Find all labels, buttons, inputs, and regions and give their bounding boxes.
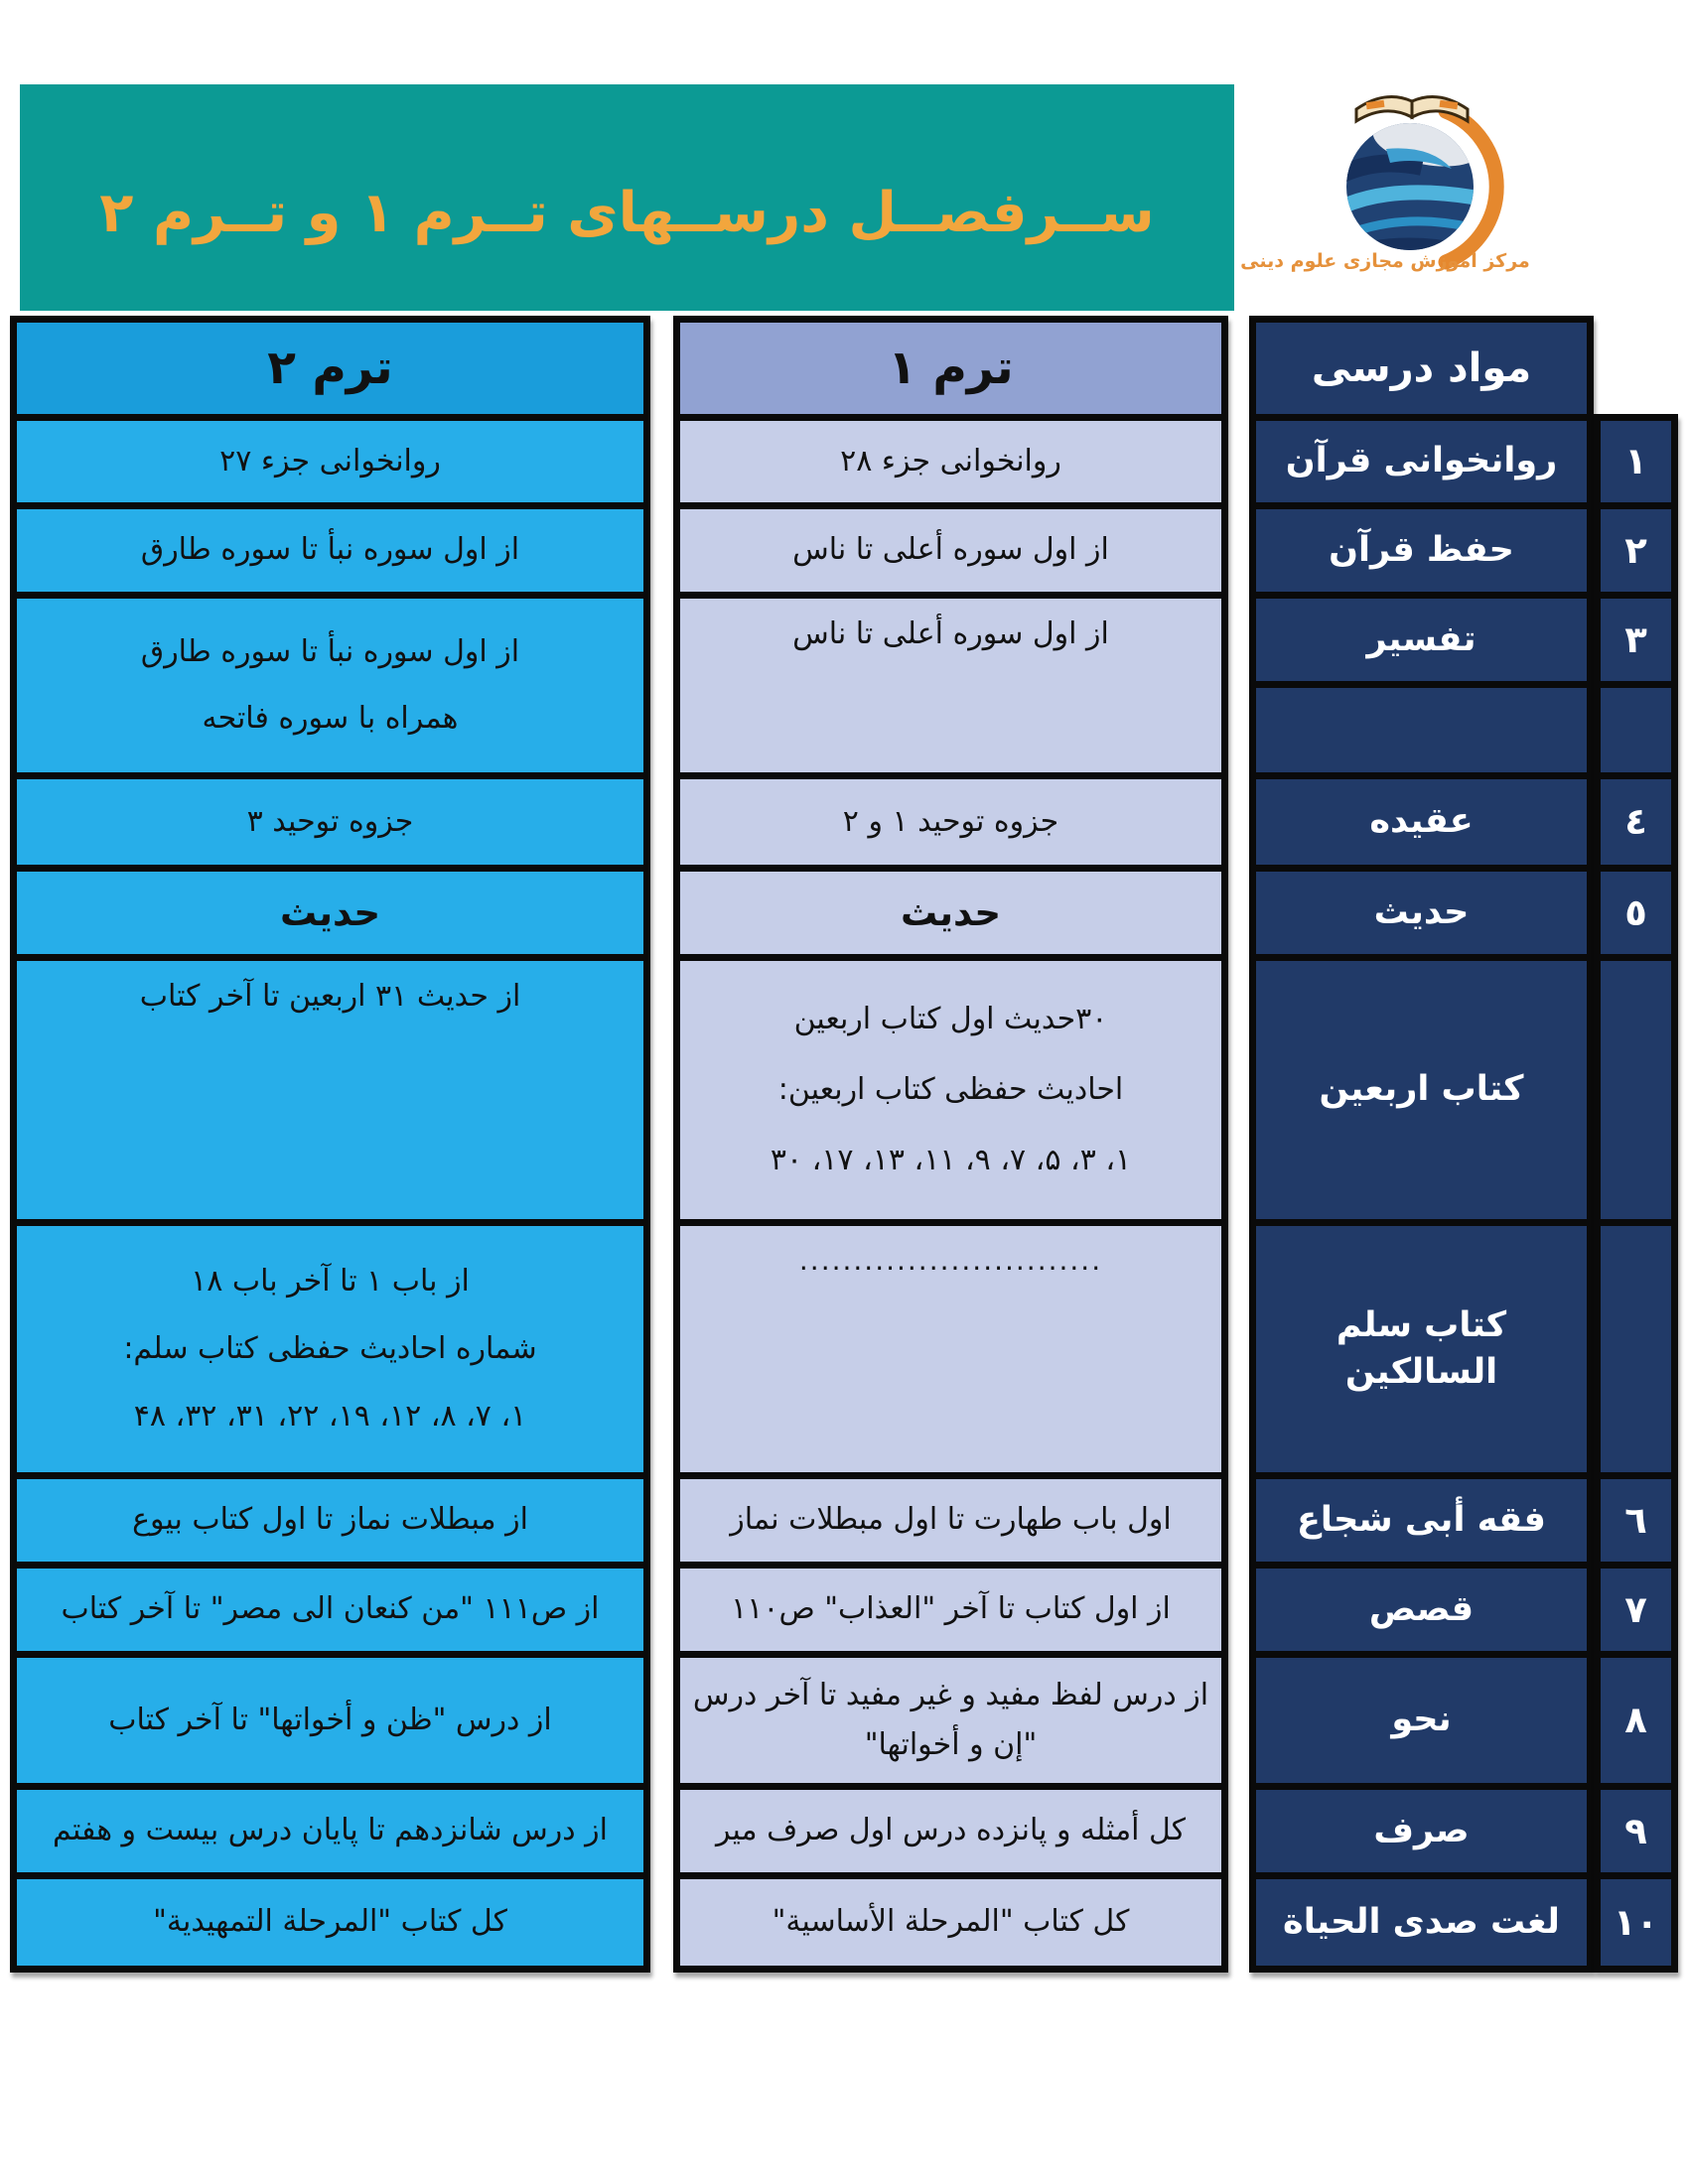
- subject-cell: [1256, 872, 1587, 954]
- cell-text: از اول سوره أعلی تا ناس: [792, 616, 1109, 651]
- cell-text: کتاب اربعین: [1319, 1069, 1524, 1110]
- term1-cell: [680, 599, 1221, 772]
- cell-text: ٩: [1624, 1809, 1647, 1852]
- term1-cell: [680, 1569, 1221, 1651]
- cell-text: ۱، ۳، ۵، ۷، ۹، ۱۱، ۱۳، ۱۷، ۳۰: [770, 1142, 1132, 1177]
- cell-text: ٤: [1624, 800, 1647, 844]
- cell-text: از درس "ظن و أخواتها" تا آخر کتاب: [108, 1702, 552, 1737]
- subject-cell: [1256, 779, 1587, 865]
- cell-text: از اول سوره أعلی تا ناس: [792, 532, 1109, 568]
- cell-text: از باب ۱ تا آخر باب ۱۸: [191, 1263, 470, 1298]
- term2-cell: [17, 779, 643, 865]
- cell-text: ٢: [1624, 528, 1647, 572]
- subjects-header: [1256, 323, 1587, 414]
- cell-text: ............................: [798, 1244, 1103, 1277]
- row-number-cell: [1601, 1790, 1671, 1872]
- term1-column: [673, 316, 1228, 1973]
- subject-cell: [1256, 1879, 1587, 1966]
- term1-cell: [680, 1658, 1221, 1783]
- cell-text: ٣: [1624, 617, 1647, 661]
- cell-text: از درس لفظ مفید و غیر مفید تا آخر درس: [692, 1677, 1209, 1712]
- term2-cell: [17, 961, 643, 1219]
- term1-cell: [680, 421, 1221, 502]
- cell-text: کتاب سلم السالکین: [1336, 1304, 1507, 1392]
- subject-cell: [1256, 1226, 1587, 1472]
- row-number-cell: [1601, 1479, 1671, 1562]
- row-number-cell: [1601, 779, 1671, 865]
- term1-cell: [680, 1479, 1221, 1562]
- row-number-cell: [1601, 961, 1671, 1219]
- subject-cell: [1256, 509, 1587, 592]
- cell-text: از مبطلات نماز تا اول کتاب بیوع: [132, 1502, 528, 1538]
- cell-text: تفسیر: [1366, 618, 1477, 659]
- term2-cell: [17, 599, 643, 772]
- term2-cell: [17, 1569, 643, 1651]
- row-number-cell: [1601, 421, 1671, 502]
- term2-cell: [17, 872, 643, 954]
- row-number-cell: [1601, 1226, 1671, 1472]
- cell-text: روانخوانی قرآن: [1285, 441, 1558, 481]
- subject-cell: [1256, 961, 1587, 1219]
- term1-cell: [680, 961, 1221, 1219]
- term2-cell: [17, 1479, 643, 1562]
- term2-cell: [17, 509, 643, 592]
- term2-cell: [17, 1879, 643, 1966]
- subject-cell: [1256, 599, 1587, 681]
- cell-text: از اول سوره نبأ تا سوره طارق: [140, 532, 520, 568]
- subject-cell: [1256, 421, 1587, 502]
- term1-header: [680, 323, 1221, 414]
- term1-cell: [680, 509, 1221, 592]
- subject-cell: [1256, 688, 1587, 772]
- cell-text: از اول سوره نبأ تا سوره طارق: [140, 634, 520, 669]
- subject-cell: [1256, 1658, 1587, 1783]
- term2-cell: [17, 1226, 643, 1472]
- cell-text: حفظ قرآن: [1329, 529, 1514, 570]
- cell-text: احادیث حفظی کتاب اربعین:: [777, 1071, 1124, 1107]
- cell-text: حدیث: [900, 890, 1002, 934]
- cell-text: ترم ۱: [888, 341, 1014, 396]
- cell-text: فقه أبی شجاع: [1297, 1499, 1546, 1540]
- cell-text: "إن و أخواتها": [864, 1726, 1038, 1762]
- subject-cell: [1256, 1479, 1587, 1562]
- cell-text: از حدیث ۳۱ اربعین تا آخر کتاب: [139, 979, 521, 1014]
- term1-cell: [680, 779, 1221, 865]
- cell-text: عقیده: [1369, 801, 1474, 842]
- row-number-cell: [1601, 1879, 1671, 1966]
- cell-text: حدیث: [1373, 891, 1470, 932]
- cell-text: ٧: [1624, 1587, 1647, 1631]
- title-band: [20, 84, 1234, 311]
- page-title: ســرفصــل درســهای تــرم ۱ و تــرم ۲: [99, 180, 1155, 245]
- term2-cell: [17, 421, 643, 502]
- term2-cell: [17, 1658, 643, 1783]
- cell-text: جزوه توحید ۱ و ۲: [842, 803, 1059, 839]
- cell-text: نحو: [1391, 1700, 1452, 1740]
- cell-text: از درس شانزدهم تا پایان درس بیست و هفتم: [53, 1813, 608, 1848]
- cell-text: لغت صدی الحیاة: [1283, 1901, 1560, 1942]
- cell-text: صرف: [1373, 1810, 1470, 1850]
- cell-text: کل أمثله و پانزده درس اول صرف میر: [715, 1813, 1187, 1848]
- term2-header: [17, 323, 643, 414]
- row-number-cell: [1601, 688, 1671, 772]
- row-number-cell: [1601, 872, 1671, 954]
- cell-text: کل کتاب "المرحلة الأساسية": [772, 1904, 1130, 1940]
- cell-text: ترم ۲: [267, 341, 393, 396]
- cell-text: شماره احادیث حفظی کتاب سلم:: [123, 1330, 537, 1366]
- cell-text: از ص۱۱۱ "من کنعان الی مصر" تا آخر کتاب: [61, 1591, 600, 1627]
- row-number-column: [1594, 414, 1678, 1973]
- cell-text: روانخوانی جزء ۲۸: [840, 443, 1061, 478]
- row-number-cell: [1601, 1658, 1671, 1783]
- cell-text: همراه با سوره فاتحه: [202, 700, 459, 736]
- term2-column: [10, 316, 650, 1973]
- term1-cell: [680, 1790, 1221, 1872]
- cell-text: از اول کتاب تا آخر "العذاب" ص۱۱۰: [731, 1591, 1171, 1627]
- cell-text: روانخوانی جزء ۲۷: [219, 443, 441, 478]
- cell-text: جزوه توحید ۳: [246, 803, 414, 839]
- cell-text: ٨: [1624, 1699, 1647, 1742]
- row-number-cell: [1601, 599, 1671, 681]
- term1-cell: [680, 872, 1221, 954]
- cell-text: اول باب طهارت تا اول مبطلات نماز: [730, 1502, 1172, 1538]
- subject-cell: [1256, 1569, 1587, 1651]
- cell-text: حدیث: [279, 890, 381, 934]
- term1-cell: [680, 1226, 1221, 1472]
- row-number-cell: [1601, 509, 1671, 592]
- cell-text: ٦: [1624, 1498, 1647, 1542]
- term1-cell: [680, 1879, 1221, 1966]
- logo-caption: مرکز اموزش مجازی علوم دینی: [1240, 250, 1530, 272]
- subject-cell: [1256, 1790, 1587, 1872]
- row-number-cell: [1601, 1569, 1671, 1651]
- cell-text: ١٠: [1613, 1900, 1659, 1944]
- subjects-column: [1249, 316, 1594, 1973]
- cell-text: ۱، ۷، ۸، ۱۲، ۱۹، ۲۲، ۳۱، ۳۲، ۴۸: [133, 1398, 527, 1433]
- cell-text: ١: [1624, 440, 1647, 483]
- cell-text: کل کتاب "المرحلة التمهيدية": [153, 1904, 507, 1940]
- cell-text: ٥: [1624, 890, 1647, 934]
- cell-text: ۳۰حدیث اول کتاب اربعین: [793, 1001, 1108, 1036]
- cell-text: قصص: [1368, 1588, 1475, 1629]
- term2-cell: [17, 1790, 643, 1872]
- cell-text: مواد درسی: [1311, 345, 1532, 391]
